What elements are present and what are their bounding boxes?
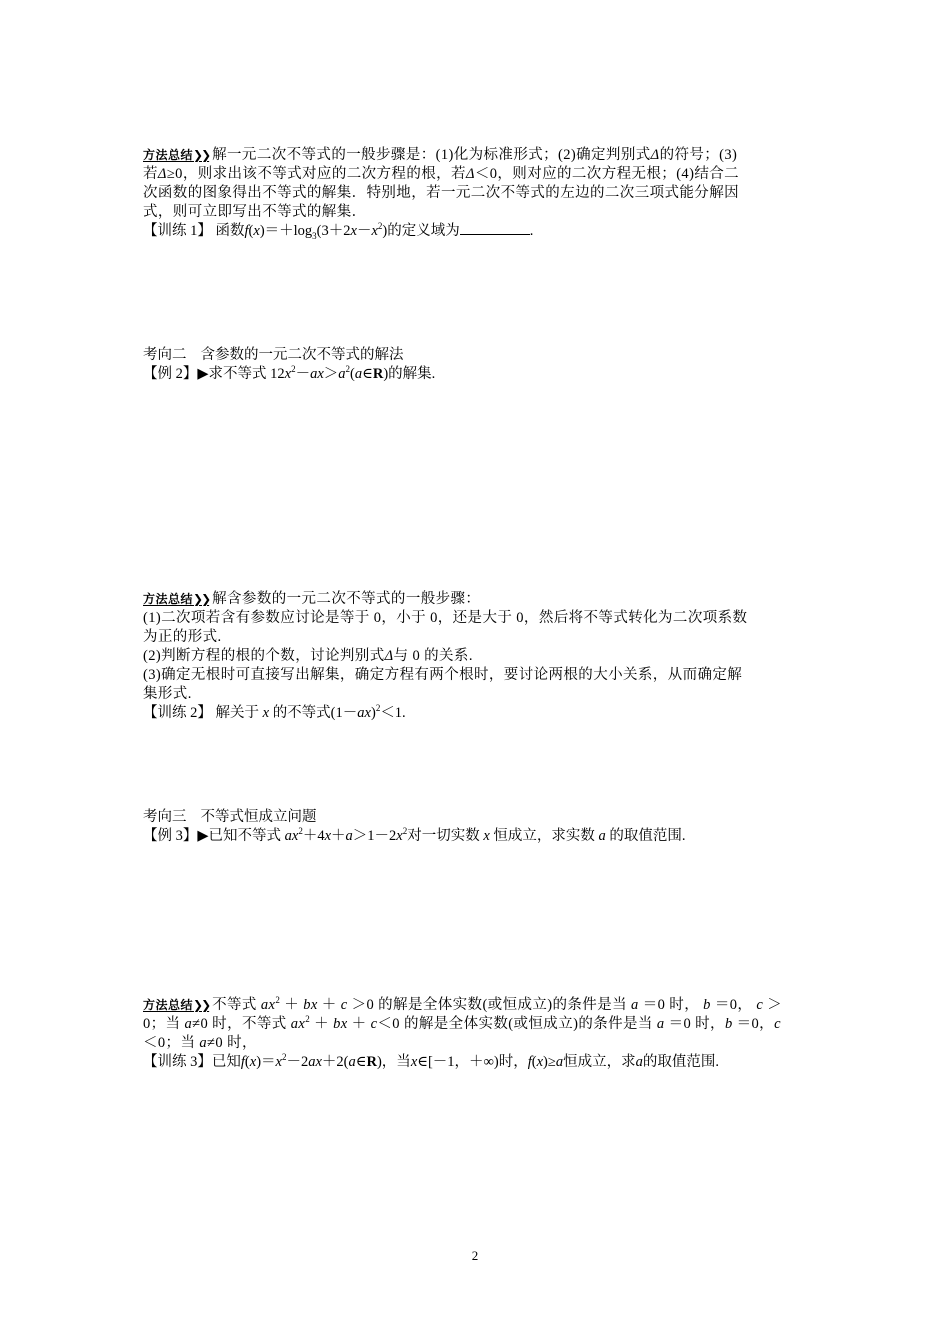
- summary1-line3: 次函数的图象得出不等式的解集．特别地，若一元二次不等式的左边的二次三项式能分解因: [143, 185, 739, 201]
- method-summary-1: [143, 146, 811, 241]
- summary1-line4: 式，则可立即写出不等式的解集．: [143, 204, 367, 220]
- method-summary-3: 方法总结❯❯ 不等式 $ax^2$ ＋ bx ＋ c ＞0 的解是全体实数(或恒成立)的条件是当 a ＝0 时， b ＝0， c ＞ 0；当 a≠0 时，不等式 $ax^2$ ＋ bx ＋ c＜0 的解是全体实数(或恒成立)的条件是当 a ＝0 时，b ＝0，c ＜0；当 a≠0 时， 【训练 3】已知$f(x)=x^2-2ax+2(a\in R)$，当x∈[－1，＋∞)时，f(x)≥a恒成立，求a的取值范围.: [143, 996, 811, 1072]
- training-1: 【训练 1】 函数$f(x)=+\log_3(3+2x-x^2)$的定义域为 .: [143, 221, 534, 241]
- answer-blank: [460, 222, 530, 235]
- page-number: 2: [471, 1248, 479, 1263]
- method-summary-tag: 方法总结❯❯: [143, 148, 210, 162]
- summary1-line1: 方法总结❯❯ 解一元二次不等式的一般步骤是：(1)化为标准形式；(2)确定判别式Δ的符号；(3): [143, 147, 738, 163]
- section-heading-3: 考向三 不等式恒成立问题: [143, 809, 317, 825]
- method-summary-tag: 方法总结❯❯: [143, 592, 210, 606]
- method-summary-tag: 方法总结❯❯: [143, 998, 210, 1012]
- training-2: 【训练 2】 解关于 x 的不等式$(1-ax)^2<1$.: [143, 703, 406, 721]
- example-2: 【例 2】▶求不等式 $12x^2-ax>a^2(a\in R)$的解集.: [143, 364, 436, 382]
- example-3: 【例 3】▶已知不等式 $ax^2+4x+a>1-2x^2$对一切实数 x 恒成立，求实数 a 的取值范围.: [143, 826, 686, 844]
- section-heading-2: 考向二 含参数的一元二次不等式的解法: [143, 347, 404, 363]
- training-3: 【训练 3】已知$f(x)=x^2-2ax+2(a\in R)$，当x∈[－1，＋∞)时，f(x)≥a恒成立，求a的取值范围.: [143, 1052, 719, 1070]
- method-summary-2: 方法总结❯❯ 解含参数的一元二次不等式的一般步骤： (1)二次项若含有参数应讨论是等于 0，小于 0，还是大于 0，然后将不等式转化为二次项系数 为正的形式. (2)判断方程的根的个数，讨论判别式Δ与 0 的关系. (3)确定无根时可直接写出解集，确定方程有两个根时，要讨论两根的大小关系，从而确定解 集形式. 【训练 2】 解关于 x 的不等式$(1-ax)^2<1$.: [143, 590, 811, 723]
- summary1-line2: 若Δ≥0，则求出该不等式对应的二次方程的根，若Δ＜0，则对应的二次方程无根；(4)结合二: [143, 166, 740, 182]
